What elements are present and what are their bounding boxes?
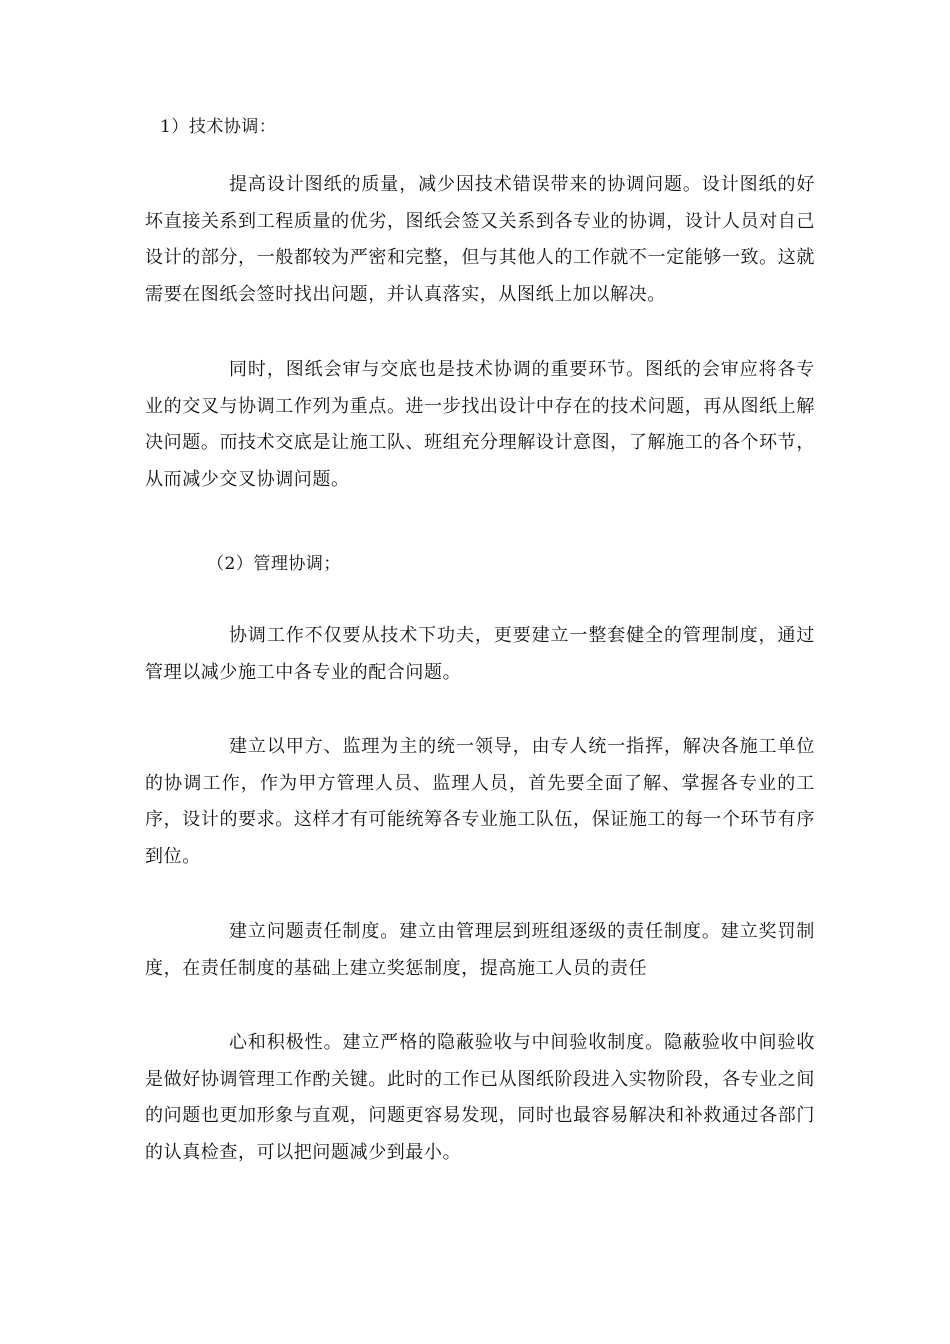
paragraph-responsibility-system: 建立问题责任制度。建立由管理层到班组逐级的责任制度。建立奖罚制度，在责任制度的基础上建立奖惩制度，提高施工人员的责任 xyxy=(145,921,815,979)
paragraph-concealed-acceptance: 心和积极性。建立严格的隐蔽验收与中间验收制度。隐蔽验收中间验收是做好协调管理工作酌关键。此时的工作已从图纸阶段进入实物阶段，各专业之间的问题也更加形象与直观，问题更容易发现，同时也最容易解决和补救通过各部门的认真检查，可以把问题减少到最小。 xyxy=(145,1032,815,1163)
paragraph-management-system: 协调工作不仅要从技术下功夫，更要建立一整套健全的管理制度，通过管理以减少施工中各专业的配合问题。 xyxy=(145,625,815,683)
paragraph-unified-leadership: 建立以甲方、监理为主的统一领导，由专人统一指挥，解决各施工单位的协调工作，作为甲方管理人员、监理人员，首先要全面了解、掌握各专业的工序，设计的要求。这样才有可能统筹各专业施工队伍，保证施工的每一个环节有序到位。 xyxy=(145,736,815,867)
section-heading-technical-coordination: 1）技术协调： xyxy=(160,117,277,137)
paragraph-drawing-quality: 提高设计图纸的质量，减少因技术错误带来的协调问题。设计图纸的好坏直接关系到工程质量的优劣，图纸会签又关系到各专业的协调，设计人员对自己设计的部分，一般都较为严密和完整，但与其他人的工作就不一定能够一致。这就需要在图纸会签时找出问题，并认真落实，从图纸上加以解决。 xyxy=(145,174,815,305)
section-heading-management-coordination: （2）管理协调； xyxy=(207,554,341,574)
paragraph-drawing-review: 同时，图纸会审与交底也是技术协调的重要环节。图纸的会审应将各专业的交叉与协调工作列为重点。进一步找出设计中存在的技术问题，再从图纸上解决问题。而技术交底是让施工队、班组充分理解设计意图，了解施工的各个环节，从而减少交叉协调问题。 xyxy=(145,359,815,490)
